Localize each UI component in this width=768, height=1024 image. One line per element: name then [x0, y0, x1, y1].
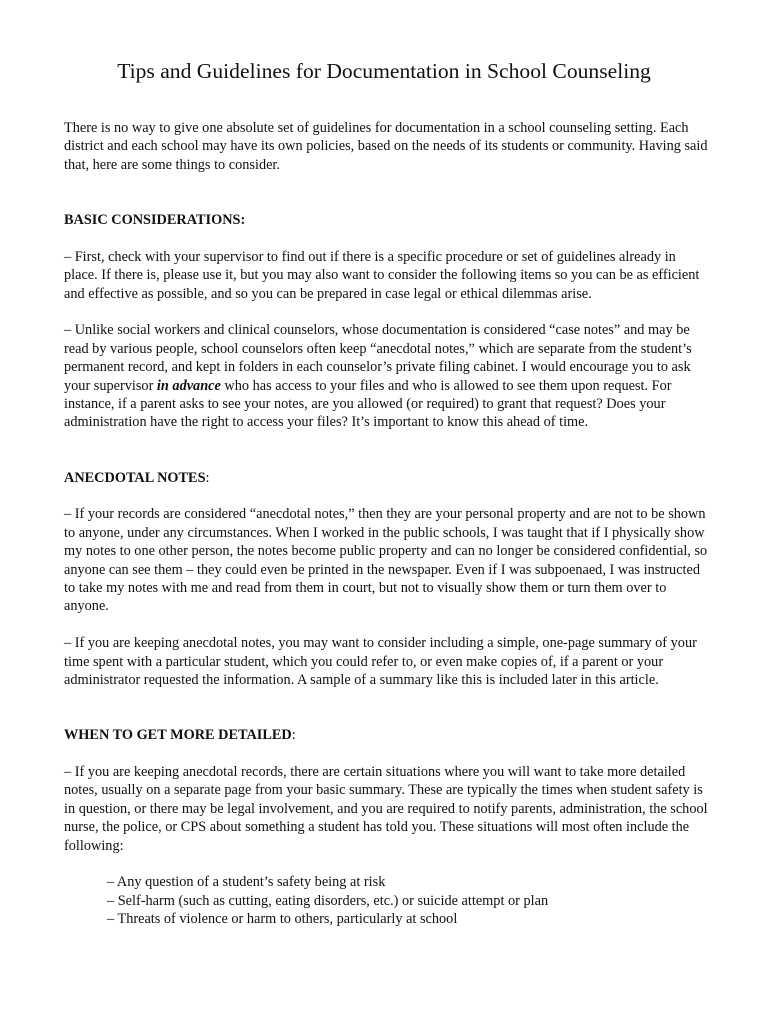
document-title: Tips and Guidelines for Documentation in School Counseling [117, 59, 651, 83]
document-body [64, 119, 710, 929]
list-item: – Threats of violence or harm to others, particularly at school [107, 911, 458, 928]
basic-paragraph-2 [64, 321, 710, 431]
section-heading-detailed-colon: : [291, 727, 296, 744]
section-heading-detailed [64, 708, 710, 745]
basic-paragraph-2-start: – Unlike social workers and clinical counselors, whose documentation is considered “case notes” and may be read by various people, school counselors often keep “anecdotal notes,” which are separate from the student’s permanent record, and kept in folders in each counselor’s private filing cabinet. I would encourage you to ask your supervisor [64, 322, 692, 394]
situations-list [64, 873, 710, 928]
section-heading-basic-text: BASIC CONSIDERATIONS: [64, 212, 246, 228]
intro-paragraph: There is no way to give one absolute set of guidelines for documentation in a school counseling setting. Each district and each school may have its own policies, based on the needs of its students or community. Having said that, here are some things to consider. [64, 120, 708, 173]
anecdotal-paragraph-2: – If you are keeping anecdotal notes, you may want to consider including a simple, one-page summary of your time spent with a particular student, which you could refer to, or even make copies of, if a parent or your administrator requested the information. A sample of a summary like this is included later in this article. [64, 635, 697, 689]
basic-paragraph-2-end: who has access to your files and who is allowed to see them upon request. For instance, if a parent asks to see your notes, are you allowed (or required) to grant that request? Does your administration have the right to access your files? It’s important to know this ahead of time. [64, 377, 672, 431]
section-heading-anecdotal-colon: : [205, 469, 210, 486]
section-heading-basic [64, 193, 710, 230]
anecdotal-paragraph-1: – If your records are considered “anecdotal notes,” then they are your personal property and are not to be shown to anyone, under any circumstances. When I worked in the public schools, I was taught that if I physically show my notes to one other person, the notes become public property and can no longer be considered confidential, so anyone can see them – they could even be printed in the newspaper. Even if I was subpoenaed, I was instructed to take my notes with me and read from them in court, but not to visually show them or turn them over to anyone. [64, 506, 708, 615]
section-heading-anecdotal-text: ANECDOTAL NOTES [64, 469, 206, 486]
emphasis-in-advance: in advance [156, 377, 221, 394]
basic-paragraph-1: – First, check with your supervisor to find out if there is a specific procedure or set of guidelines already in place. If there is, please use it, but you may also want to consider the following items so you can be as efficient and effective as possible, and so you can be prepared in case legal or ethical dilemmas arise. [64, 248, 700, 302]
list-item: – Any question of a student’s safety being at risk [107, 874, 386, 891]
section-heading-detailed-text: WHEN TO GET MORE DETAILED [64, 727, 292, 744]
section-heading-anecdotal [64, 450, 710, 487]
list-item: – Self-harm (such as cutting, eating disorders, etc.) or suicide attempt or plan [107, 892, 549, 909]
detailed-paragraph-1: – If you are keeping anecdotal records, there are certain situations where you will want to take more detailed notes, usually on a separate page from your basic summary. These are typically the times when student safety is in question, or there may be legal involvement, and you are required to notify parents, administration, the school nurse, the police, or CPS about something a student has told you. These situations will most often include the following: [64, 764, 708, 854]
